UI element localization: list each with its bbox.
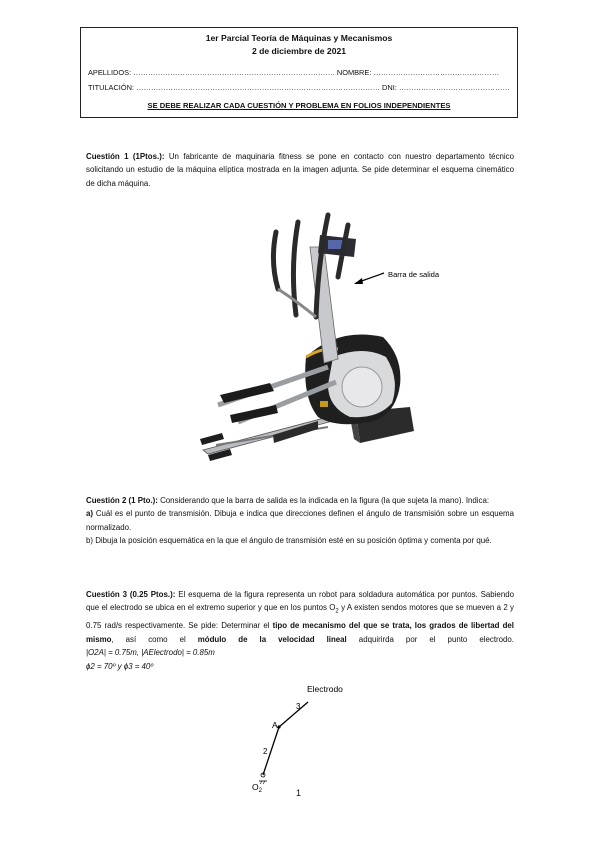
titulacion-field[interactable]: [88, 83, 510, 92]
electrodo-label: Electrodo: [307, 684, 343, 694]
titulacion-label: TITULACIÓN:: [88, 83, 134, 92]
question-3-text-4: adquirirda por el punto electrodo.: [346, 634, 514, 644]
question-2-item-a: Cuál es el punto de transmisión. Dibuja e indica que direcciones definen el ángulo de transmisión sobre un esquema normalizado.: [86, 509, 514, 532]
nombre-dots: ……………………………………………: [373, 68, 500, 77]
question-2-heading: Cuestión 2 (1 Pto.):: [86, 496, 158, 505]
nombre-label: NOMBRE:: [336, 68, 372, 77]
question-3-text-2: y A existen sendos motores que se mueven a 2 y 0.75 rad/s respectivamente. Se pide: Determinar el: [86, 603, 514, 631]
question-3: [86, 588, 514, 673]
question-3-text-1: El esquema de la figura representa un robot para soldadura automática por puntos. Sabiendo que el electrodo se ubica en el extremo superior y que en los puntos O: [86, 590, 514, 613]
question-3-formula-1: |O2A| = 0.75m, |AElectrodo| = 0.85m: [86, 648, 215, 658]
exam-title: 1er Parcial Teoría de Máquinas y Mecanismos: [205, 33, 393, 43]
apellidos-label: APELLIDOS:: [88, 68, 132, 77]
ground-label: 1: [296, 788, 302, 798]
question-3-bold-2: módulo de la velocidad lineal: [197, 634, 347, 644]
question-3-heading: Cuestión 3 (0.25 Ptos.):: [86, 590, 176, 599]
exam-warning: SE DEBE REALIZAR CADA CUESTIÓN Y PROBLEMA EN FOLIOS INDEPENDIENTES: [147, 101, 451, 110]
link-3-label: 3: [296, 702, 301, 711]
question-2: [86, 494, 514, 548]
apellidos-field[interactable]: [88, 68, 499, 77]
question-3-text-3: , así como el: [111, 634, 198, 644]
point-o2-label: $O_2$: [252, 782, 262, 794]
question-1: [86, 150, 514, 190]
barra-de-salida-label: Barra de salida: [388, 270, 440, 279]
robot-linkage-diagram: [240, 678, 360, 798]
dni-label: DNI:: [382, 83, 397, 92]
link-2-label: 2: [263, 747, 268, 756]
question-1-heading: Cuestión 1 (1Ptos.):: [86, 152, 165, 161]
exam-date: 2 de diciembre de 2021: [251, 46, 347, 56]
question-1-text: Un fabricante de maquinaria fitness se pone en contacto con nuestro departamento técnico solicitando un estudio de la máquina elíptica mostrada en la imagen adjunta. Se pide determinar el esquema cinemático de dicha máquina.: [86, 152, 514, 188]
point-a-label: A: [272, 720, 278, 730]
question-3-formula-2: ϕ2 = 70º y ϕ3 = 40º: [86, 661, 154, 671]
question-2-item-b: b) Dibuja la posición esquemática en la que el ángulo de transmisión esté en su posición óptima y comenta por qué.: [86, 536, 492, 546]
exam-header: [80, 27, 518, 118]
question-2-intro: Considerando que la barra de salida es la indicada en la figura (la que sujeta la mano). Indica:: [157, 496, 490, 505]
question-2-item-a-letter: a): [86, 509, 94, 519]
question-3-sub: 2: [335, 608, 339, 615]
elliptical-machine-image: [178, 207, 440, 472]
dni-dots: ………………………………………: [398, 83, 510, 92]
apellidos-dots: ……………………………………………………………………….: [133, 68, 335, 77]
titulacion-dots: ………………………………………………………………………………………: [136, 83, 380, 92]
question-3-bold-1: tipo de mecanismo del que se trata, los grados de libertad del mismo: [86, 621, 514, 644]
